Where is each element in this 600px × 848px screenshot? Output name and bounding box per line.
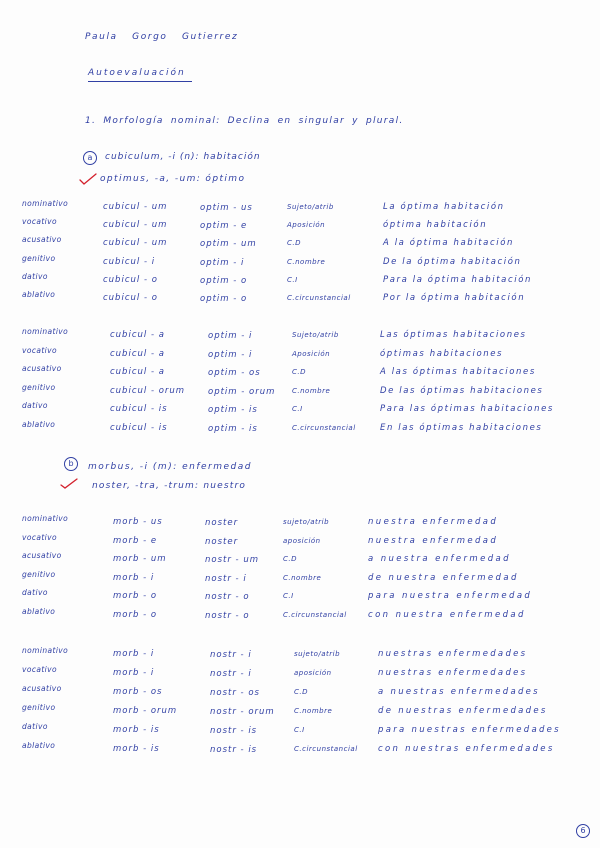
- translation: para nuestras enfermedades: [378, 725, 561, 735]
- syntactic-function: aposición: [294, 669, 332, 677]
- declension-row: [0, 684, 600, 706]
- latin-adjective-form: nostr - i: [205, 573, 247, 584]
- latin-noun-form: cubicul - o: [103, 274, 158, 285]
- latin-adjective-form: noster: [205, 518, 239, 528]
- latin-adjective-form: nostr - o: [205, 592, 250, 603]
- translation: Las óptimas habitaciones: [380, 330, 527, 340]
- declension-row: [0, 401, 600, 423]
- latin-noun-form: morb - orum: [113, 706, 178, 716]
- declension-row: [0, 364, 600, 386]
- case-label: nominativo: [22, 514, 69, 523]
- case-label: genitivo: [22, 253, 56, 263]
- case-label: acusativo: [22, 551, 62, 561]
- case-label: genitivo: [22, 382, 56, 392]
- case-label: dativo: [22, 401, 48, 411]
- translation: La óptima habitación: [383, 202, 505, 212]
- translation: de nuestra enfermedad: [368, 572, 519, 583]
- latin-noun-form: cubicul - is: [110, 404, 168, 415]
- syntactic-function: C.circunstancial: [283, 610, 347, 619]
- latin-noun-form: morb - o: [113, 609, 158, 620]
- syntactic-function: C.I: [294, 726, 305, 734]
- latin-adjective-form: nostr - orum: [210, 707, 275, 717]
- case-label: dativo: [22, 722, 48, 731]
- latin-adjective-form: optim - i: [208, 349, 253, 360]
- translation: A las óptimas habitaciones: [380, 367, 536, 378]
- syntactic-function: C.circunstancial: [292, 423, 356, 432]
- declension-row: [0, 569, 600, 592]
- latin-adjective-form: nostr - i: [210, 650, 252, 660]
- syntactic-function: C.nombre: [294, 707, 333, 715]
- case-label: acusativo: [22, 684, 62, 693]
- latin-adjective-form: optim - um: [200, 239, 257, 250]
- latin-noun-form: morb - i: [113, 572, 155, 583]
- latin-adjective-form: nostr - i: [210, 669, 252, 679]
- case-label: genitivo: [22, 703, 56, 712]
- case-label: ablativo: [22, 741, 56, 750]
- translation: para nuestra enfermedad: [368, 591, 533, 602]
- latin-adjective-form: optim - is: [208, 423, 258, 434]
- latin-adjective-form: optim - is: [208, 405, 258, 416]
- case-label: ablativo: [22, 606, 56, 616]
- declension-row: [0, 419, 600, 442]
- latin-noun-form: morb - um: [113, 554, 167, 565]
- syntactic-function: C.D: [294, 688, 309, 696]
- latin-noun-form: cubicul - a: [110, 330, 165, 340]
- case-label: vocativo: [22, 665, 57, 674]
- syntactic-function: C.I: [283, 592, 294, 601]
- declension-row: [0, 722, 600, 744]
- latin-noun-form: cubicul - a: [110, 367, 165, 378]
- latin-adjective-form: nostr - is: [210, 745, 258, 755]
- syntactic-function: Sujeto/atrib: [287, 203, 334, 211]
- declension-row: [0, 382, 600, 405]
- latin-adjective-form: noster: [205, 536, 239, 547]
- case-label: vocativo: [22, 217, 57, 227]
- latin-noun-form: cubicul - is: [110, 422, 168, 433]
- syntactic-function: C.D: [287, 239, 302, 248]
- latin-adjective-form: optim - i: [200, 257, 245, 268]
- translation: De las óptimas habitaciones: [380, 385, 544, 396]
- case-label: ablativo: [22, 419, 56, 429]
- declension-table-singular: [0, 199, 600, 311]
- latin-noun-form: morb - us: [113, 517, 163, 527]
- translation: Por la óptima habitación: [383, 292, 526, 303]
- declension-row: [0, 741, 600, 763]
- latin-noun-form: cubicul - o: [103, 292, 158, 303]
- declension-row: [0, 199, 600, 220]
- case-label: vocativo: [22, 345, 57, 355]
- syntactic-function: C.I: [292, 405, 303, 414]
- translation: nuestras enfermedades: [378, 649, 528, 659]
- syntactic-function: C.D: [283, 555, 298, 564]
- declension-row: [0, 271, 600, 293]
- latin-adjective-form: optim - e: [200, 221, 248, 232]
- latin-adjective-form: nostr - is: [210, 726, 258, 736]
- translation: A la óptima habitación: [383, 238, 514, 249]
- translation: En las óptimas habitaciones: [380, 422, 543, 433]
- translation: con nuestra enfermedad: [368, 609, 526, 620]
- section-marker-a: a: [83, 151, 97, 165]
- declension-row: [0, 345, 600, 368]
- syntactic-function: C.D: [292, 368, 307, 377]
- latin-adjective-form: optim - os: [208, 368, 261, 379]
- case-label: nominativo: [22, 646, 69, 655]
- translation: Para las óptimas habitaciones: [380, 404, 554, 415]
- latin-adjective-form: optim - o: [200, 293, 248, 304]
- declension-row: [0, 289, 600, 311]
- syntactic-function: Aposición: [287, 221, 326, 230]
- case-label: acusativo: [22, 364, 62, 374]
- declension-row: [0, 551, 600, 573]
- translation: Para la óptima habitación: [383, 274, 533, 285]
- syntactic-function: sujeto/atrib: [294, 650, 341, 658]
- case-label: dativo: [22, 588, 48, 598]
- latin-adjective-form: optim - i: [208, 331, 253, 341]
- latin-noun-form: morb - e: [113, 535, 158, 546]
- syntactic-function: aposición: [283, 536, 321, 545]
- latin-noun-form: morb - i: [113, 668, 155, 678]
- declension-row: [0, 665, 600, 687]
- case-label: nominativo: [22, 199, 69, 208]
- adjective-entry: noster, -tra, -trum: nuestro: [92, 481, 247, 491]
- latin-adjective-form: nostr - o: [205, 610, 250, 621]
- syntactic-function: Aposición: [292, 349, 331, 358]
- case-label: nominativo: [22, 327, 69, 336]
- case-label: genitivo: [22, 569, 56, 579]
- student-name: Paula Gorgo Gutierrez: [85, 32, 239, 42]
- page-title: Autoevaluación: [88, 68, 192, 82]
- latin-adjective-form: nostr - os: [210, 688, 260, 698]
- case-label: ablativo: [22, 289, 56, 299]
- translation: nuestra enfermedad: [368, 517, 499, 527]
- syntactic-function: C.nombre: [292, 386, 331, 395]
- case-label: dativo: [22, 271, 48, 281]
- latin-adjective-form: optim - orum: [208, 386, 276, 397]
- latin-noun-form: morb - is: [113, 744, 160, 754]
- declension-row: [0, 646, 600, 668]
- section-marker-b: b: [64, 457, 78, 471]
- adjective-entry: optimus, -a, -um: óptimo: [100, 174, 246, 184]
- syntactic-function: C.nombre: [287, 257, 326, 266]
- declension-row: [0, 703, 600, 725]
- latin-adjective-form: nostr - um: [205, 555, 259, 566]
- translation: nuestra enfermedad: [368, 535, 499, 546]
- noun-entry: morbus, -i (m): enfermedad: [88, 462, 252, 472]
- translation: óptimas habitaciones: [380, 348, 504, 359]
- declension-row: [0, 514, 600, 536]
- declension-row: [0, 532, 600, 555]
- translation: a nuestras enfermedades: [378, 687, 540, 697]
- declension-row: [0, 253, 600, 275]
- translation: nuestras enfermedades: [378, 668, 528, 678]
- syntactic-function: C.nombre: [283, 573, 322, 582]
- check-mark-icon: [60, 476, 78, 490]
- latin-noun-form: morb - os: [113, 687, 163, 697]
- declension-row: [0, 235, 600, 256]
- syntactic-function: C.circunstancial: [287, 293, 351, 302]
- declension-table-plural: [0, 327, 600, 442]
- exercise-instruction: 1. Morfología nominal: Declina en singular y plural.: [85, 116, 404, 126]
- declension-table-plural: [0, 646, 600, 763]
- case-label: vocativo: [22, 532, 57, 542]
- latin-noun-form: morb - is: [113, 725, 160, 735]
- latin-noun-form: cubicul - um: [103, 202, 168, 212]
- declension-row: [0, 327, 600, 349]
- syntactic-function: sujeto/atrib: [283, 518, 330, 526]
- translation: a nuestra enfermedad: [368, 554, 511, 565]
- latin-noun-form: cubicul - um: [103, 238, 168, 249]
- syntactic-function: Sujeto/atrib: [292, 331, 339, 339]
- translation: con nuestras enfermedades: [378, 744, 555, 754]
- translation: óptima habitación: [383, 220, 488, 231]
- translation: De la óptima habitación: [383, 256, 522, 267]
- latin-noun-form: cubicul - um: [103, 220, 168, 231]
- latin-noun-form: morb - o: [113, 591, 158, 602]
- noun-entry: cubiculum, -i (n): habitación: [105, 152, 261, 162]
- syntactic-function: C.circunstancial: [294, 745, 358, 753]
- latin-noun-form: cubicul - i: [103, 256, 156, 267]
- latin-noun-form: morb - i: [113, 649, 155, 659]
- declension-row: [0, 588, 600, 610]
- latin-noun-form: cubicul - a: [110, 348, 165, 359]
- latin-adjective-form: optim - us: [200, 203, 253, 213]
- latin-noun-form: cubicul - orum: [110, 385, 186, 396]
- declension-row: [0, 606, 600, 629]
- case-label: acusativo: [22, 235, 62, 245]
- syntactic-function: C.I: [287, 275, 298, 284]
- latin-adjective-form: optim - o: [200, 275, 248, 286]
- translation: de nuestras enfermedades: [378, 706, 548, 716]
- declension-row: [0, 217, 600, 238]
- declension-table-singular: [0, 514, 600, 629]
- check-mark-icon: [79, 172, 97, 186]
- page-number: 6: [576, 824, 590, 838]
